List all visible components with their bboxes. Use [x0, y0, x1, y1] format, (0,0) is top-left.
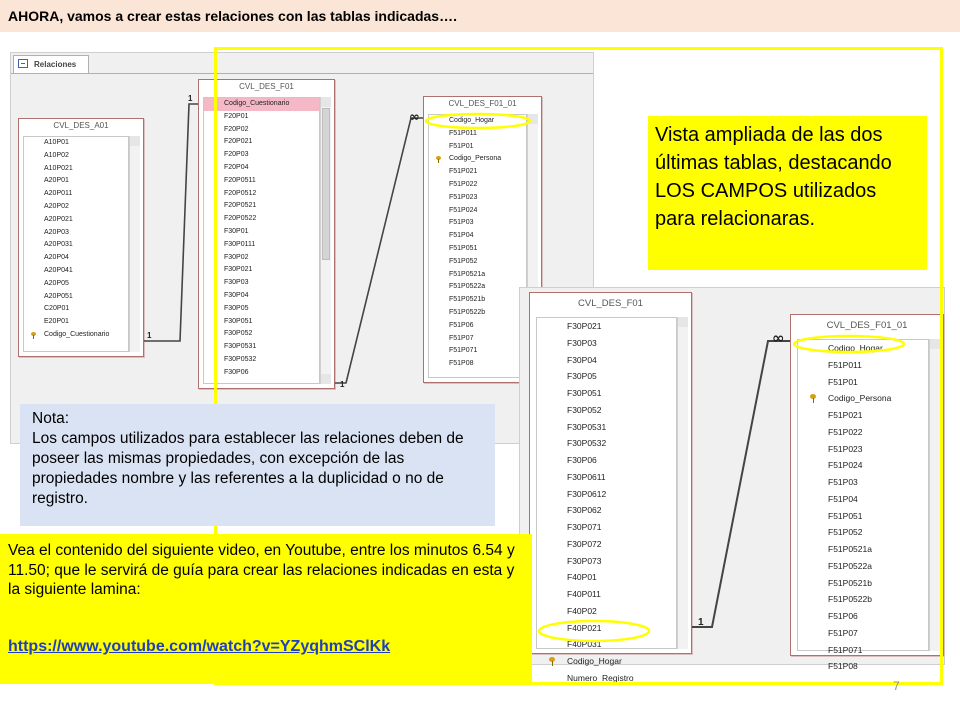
field-name: A20P03	[44, 228, 69, 236]
field-row[interactable]	[24, 303, 128, 316]
field-name: F51P023	[828, 443, 863, 454]
field-name: F20P04	[224, 163, 249, 171]
field-name: F40P021	[567, 622, 602, 633]
field-name: F51P03	[828, 477, 858, 487]
field-name: A10P02	[44, 151, 69, 159]
field-name: F30P05	[567, 371, 597, 382]
field-name: F30P06	[567, 455, 597, 465]
field-name: F30P073	[567, 555, 602, 566]
field-row[interactable]	[24, 265, 128, 278]
table-title: CVL_DES_F01	[578, 298, 643, 309]
field-name: F30P051	[567, 388, 602, 398]
field-name: F20P03	[224, 151, 249, 159]
field-name: F51P0521b	[828, 577, 872, 588]
table-title: CVL_DES_F01_01	[448, 99, 517, 108]
field-name: A10P021	[44, 164, 73, 172]
slide-title: AHORA, vamos a crear estas relaciones con las tablas indicadas….	[8, 8, 457, 24]
field-name: A10P01	[44, 139, 69, 146]
table-title: CVL_DES_A01	[53, 121, 109, 130]
field-name: F51P06	[828, 611, 858, 621]
field-name: F30P062	[567, 505, 602, 516]
field-name: F51P0522b	[449, 308, 486, 316]
field-row[interactable]	[24, 252, 128, 265]
relation-one-label: 1	[698, 617, 704, 628]
field-name: F51P01	[449, 142, 474, 150]
field-name: F30P0611	[567, 471, 606, 482]
field-name: F51P021	[828, 410, 863, 420]
field-name: F51P024	[828, 460, 863, 471]
scrollbar[interactable]	[129, 136, 140, 352]
field-name: Codigo_Hogar	[449, 117, 495, 124]
field-name: A20P011	[44, 190, 73, 198]
zoom-callout	[648, 116, 927, 270]
field-name: F20P02	[224, 125, 249, 133]
field-name: F51P052	[449, 257, 478, 265]
field-name: Codigo_Hogar	[828, 343, 883, 353]
youtube-link[interactable]: https://www.youtube.com/watch?v=YZyqhmSClKk	[8, 638, 391, 655]
field-name: A20P031	[44, 241, 73, 249]
field-name: F30P0532	[224, 355, 257, 363]
field-name: F51P07	[828, 627, 858, 638]
field-name: A20P021	[44, 215, 73, 223]
field-name: F51P0521a	[449, 270, 486, 278]
field-name: F51P04	[449, 232, 474, 240]
nota-text: Nota: Los campos utilizados para establecer las relaciones deben de poseer las mismas propiedades, con excepción de las propiedades nombre y las referentes a la duplicidad o no de registro.	[32, 410, 464, 507]
key-icon	[31, 332, 36, 339]
relation-one-label: 1	[188, 94, 193, 103]
field-name: F51P07	[449, 334, 474, 342]
field-name: F20P0511	[224, 176, 256, 184]
field-name: A20P051	[44, 292, 73, 300]
field-name: A20P05	[44, 279, 69, 287]
field-name: Codigo_Persona	[449, 155, 502, 163]
field-name: F51P071	[449, 347, 478, 355]
field-name: F30P03	[224, 279, 249, 287]
field-row[interactable]	[24, 150, 128, 163]
field-name: F51P0522a	[449, 283, 486, 291]
tab-relaciones-label: Relaciones	[34, 60, 77, 69]
field-row[interactable]	[24, 175, 128, 188]
field-name: F51P022	[449, 180, 478, 188]
field-name: F30P04	[224, 291, 249, 299]
field-name: F51P0521a	[828, 544, 872, 554]
field-row[interactable]	[24, 316, 128, 329]
field-name: Codigo_Hogar	[567, 656, 622, 666]
field-name: F40P02	[567, 605, 597, 616]
relationships-icon	[18, 59, 28, 68]
field-name: F51P08	[828, 661, 858, 672]
field-name: F30P03	[567, 337, 597, 348]
video-instructions: Vea el contenido del siguiente video, en Youtube, entre los minutos 6.54 y 11.50; que le servirá de guía para crear las relaciones indicadas en esta y la siguiente lamina:	[8, 542, 515, 598]
slide-header	[0, 0, 960, 32]
field-name: F30P052	[567, 404, 602, 415]
nota-box	[20, 404, 495, 526]
field-name: F51P03	[449, 219, 474, 227]
field-name: F51P08	[449, 360, 474, 368]
field-name: A20P02	[44, 202, 69, 210]
field-row[interactable]	[24, 239, 128, 252]
field-row[interactable]	[24, 291, 128, 304]
field-name: Codigo_Persona	[828, 393, 892, 404]
field-name: F40P031	[567, 639, 602, 650]
field-name: F30P0531	[224, 343, 257, 351]
field-name: F51P022	[828, 426, 863, 437]
field-name: F30P0612	[567, 488, 607, 499]
table-cvl-des-a01[interactable]	[18, 118, 144, 357]
field-name: F30P01	[224, 227, 249, 235]
field-name: F30P072	[567, 538, 602, 549]
page-number: 7	[893, 679, 900, 693]
field-name: Numero_Registro	[567, 672, 634, 683]
field-name: F51P011	[828, 359, 862, 370]
field-name: F51P051	[449, 244, 478, 252]
field-name: Codigo_Cuestionario	[44, 330, 110, 338]
table-title: CVL_DES_F01_01	[826, 320, 908, 331]
zoom-callout-text: Vista ampliada de las dos últimas tablas, destacando LOS CAMPOS utilizados para relacionaras.	[655, 124, 892, 230]
field-name: F51P04	[828, 493, 858, 504]
field-name: F51P052	[828, 527, 863, 538]
relation-one-label: 1	[147, 331, 152, 340]
field-name: F20P021	[224, 138, 253, 146]
field-name: F30P021	[224, 266, 253, 274]
field-name: F30P052	[224, 330, 253, 338]
field-name: F20P01	[224, 112, 249, 120]
field-name: F30P0111	[224, 240, 256, 248]
field-name: F30P04	[567, 354, 597, 365]
field-name: F30P02	[224, 253, 249, 261]
field-row[interactable]	[24, 227, 128, 240]
field-row[interactable]	[24, 163, 128, 176]
field-name: F20P0521	[224, 202, 257, 210]
field-name: E20P01	[44, 318, 69, 326]
field-name: F30P0532	[567, 438, 607, 449]
table-title: CVL_DES_F01	[239, 82, 294, 91]
field-name: F30P05	[224, 304, 249, 312]
field-name: F30P051	[224, 317, 253, 325]
field-name: F51P01	[828, 376, 858, 387]
field-name: F30P06	[224, 368, 249, 376]
field-row[interactable]	[24, 329, 128, 342]
field-name: F40P011	[567, 589, 601, 599]
video-box	[0, 534, 532, 684]
field-name: Codigo_Cuestionario	[224, 100, 290, 107]
field-name: F40P01	[567, 572, 597, 583]
scroll-up-button[interactable]	[130, 136, 140, 146]
field-name: F51P06	[449, 321, 474, 329]
field-name: A20P04	[44, 254, 69, 262]
field-row[interactable]	[24, 214, 128, 227]
field-name: F51P0522b	[828, 594, 872, 605]
field-list[interactable]	[23, 136, 129, 352]
field-name: F30P0531	[567, 421, 607, 432]
field-name: F20P0512	[224, 189, 257, 197]
field-name: A20P01	[44, 177, 69, 185]
field-name: F51P071	[828, 644, 863, 655]
field-name: F51P0521b	[449, 296, 486, 304]
field-name: A20P041	[44, 266, 73, 274]
relation-many-label: ∞	[772, 329, 785, 347]
tab-relaciones[interactable]	[13, 55, 89, 73]
field-row[interactable]	[24, 201, 128, 214]
field-row[interactable]	[24, 188, 128, 201]
field-name: F20P0522	[224, 215, 257, 223]
field-name: F51P024	[449, 206, 478, 214]
field-name: F51P021	[449, 168, 478, 176]
field-name: C20P01	[44, 305, 70, 313]
field-name: F51P051	[828, 510, 863, 521]
relation-many-label: ∞	[409, 110, 420, 125]
field-name: F51P0522a	[828, 560, 872, 571]
field-row[interactable]	[24, 137, 128, 150]
field-name: F51P011	[449, 129, 477, 137]
field-name: F51P023	[449, 193, 478, 201]
field-name: F30P021	[567, 321, 602, 331]
field-row[interactable]	[24, 278, 128, 291]
relation-one-label: 1	[340, 380, 345, 389]
field-name: F30P071	[567, 522, 602, 532]
